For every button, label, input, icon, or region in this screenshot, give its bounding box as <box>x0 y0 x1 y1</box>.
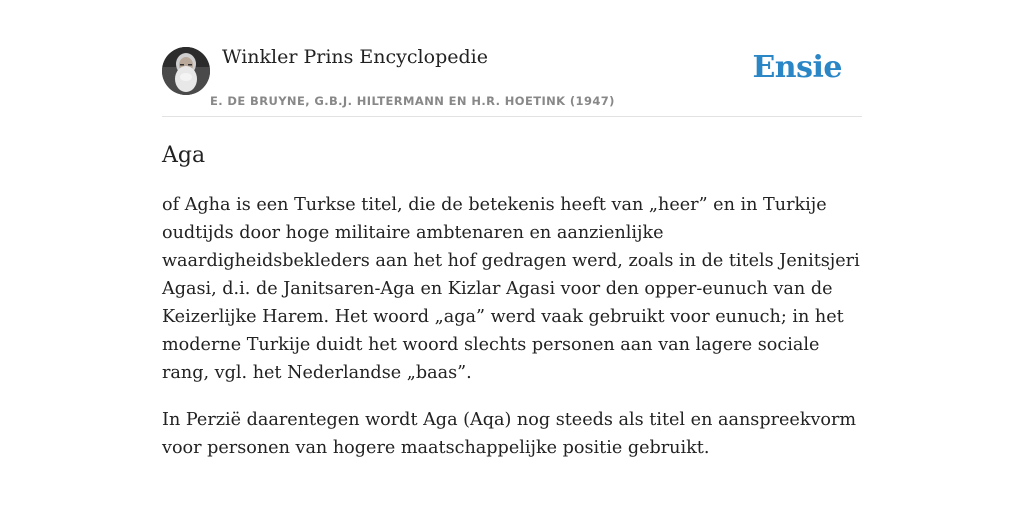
source-title[interactable]: Winkler Prins Encyclopedie <box>222 46 488 68</box>
source-header <box>162 0 862 117</box>
author-portrait-icon[interactable] <box>162 47 210 95</box>
article-page <box>162 0 862 481</box>
entry-body <box>162 191 862 462</box>
source-authors: E. DE BRUYNE, G.B.J. HILTERMANN EN H.R. HOETINK (1947) <box>210 94 615 108</box>
entry-title: Aga <box>162 143 206 168</box>
entry-paragraph: of Agha is een Turkse titel, die de betekenis heeft van „heer” en in Turkije oudtijds door hoge militaire ambtenaren en aanzienlijke waardigheidsbekleders aan het hof gedragen werd, zoals in de titels Jenitsjeri Agasi, d.i. de Janitsaren-Aga en Kizlar Agasi voor den opper-eunuch van de Keizerlijke Harem. Het woord „aga” werd vaak gebruikt voor eunuch; in het moderne Turkije duidt het woord slechts personen aan van lagere sociale rang, vgl. het Nederlandse „baas”. <box>162 195 860 383</box>
ensie-logo[interactable]: Ensie <box>752 50 842 85</box>
entry-paragraph: In Perzië daarentegen wordt Aga (Aqa) nog steeds als titel en aanspreekvorm voor personen van hogere maatschappelijke positie gebruikt. <box>162 410 857 458</box>
